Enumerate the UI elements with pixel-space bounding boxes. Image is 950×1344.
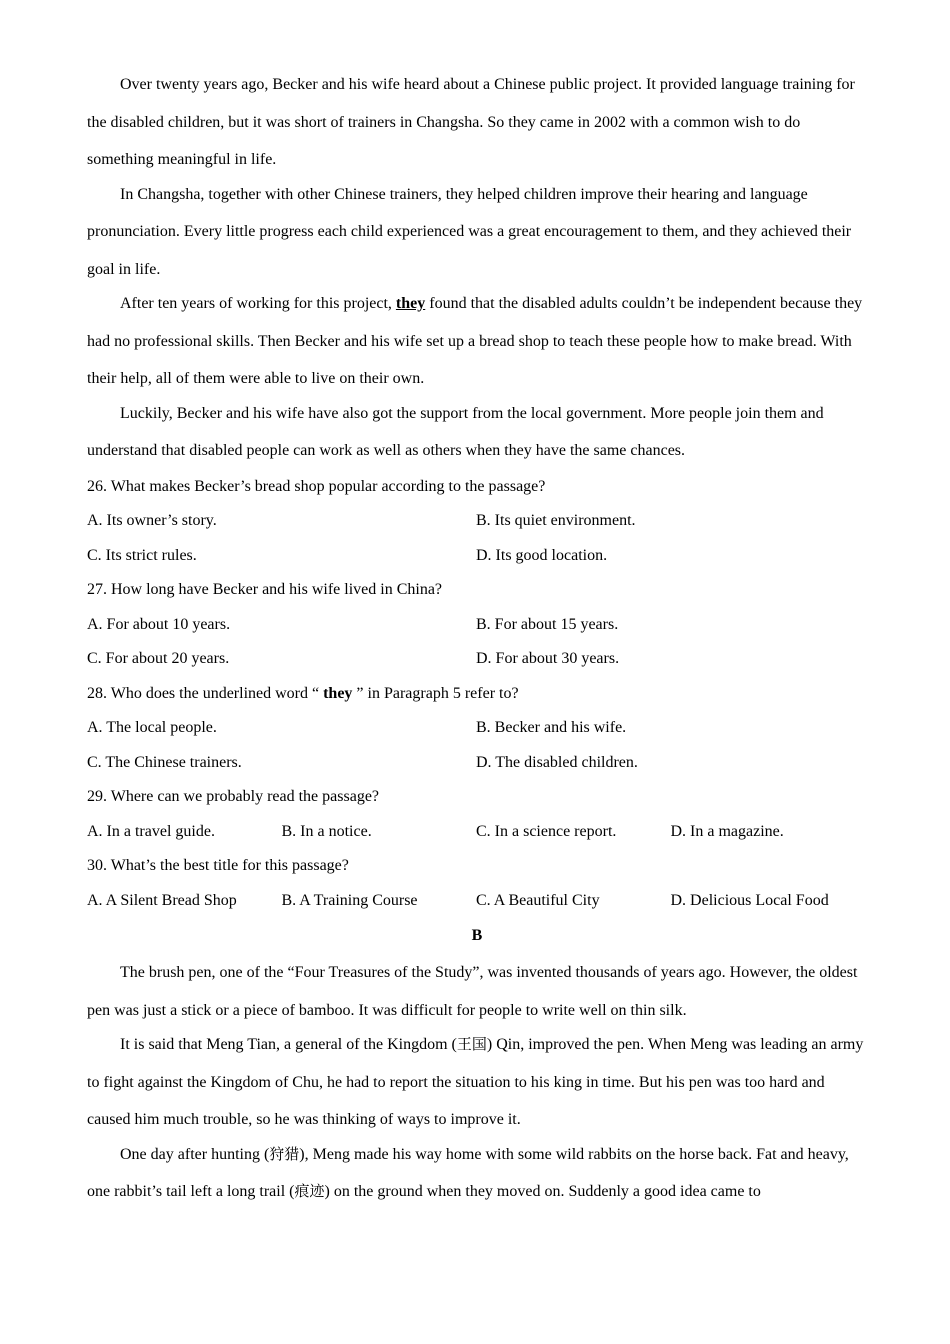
question-29-option-a: A. In a travel guide. <box>87 822 215 840</box>
question-30-option-c: C. A Beautiful City <box>476 891 600 909</box>
question-27-option-b: B. For about 15 years. <box>476 615 619 633</box>
question-29-option-c: C. In a science report. <box>476 822 617 840</box>
question-28-stem <box>87 677 867 712</box>
question-27-option-d: D. For about 30 years. <box>476 650 620 667</box>
question-29-options <box>87 815 867 850</box>
question-28-option-a: A. The local people. <box>87 719 217 736</box>
question-29-option-b: B. In a notice. <box>281 822 372 840</box>
question-30-options <box>87 884 867 919</box>
question-29-stem: 29. Where can we probably read the passage? <box>87 788 380 805</box>
passage-a-paragraph-4: Luckily, Becker and his wife have also got the support from the local government. More people join them and understand that disabled people can work as well as others when they have the same chances. <box>87 404 824 459</box>
paragraph-3-text-end: found that the disabled adults couldn’t be independent because they had no professional skills. Then Becker and his wife set up a bread shop to teach these people how to make bread. With their help, all of them were able to live on their own. <box>87 295 863 387</box>
question-28-option-b: B. Becker and his wife. <box>476 719 627 736</box>
question-30 <box>87 849 867 918</box>
question-30-stem: 30. What’s the best title for this passage? <box>87 857 349 874</box>
paragraph-3-text-start: After ten years of working for this project, <box>120 295 396 312</box>
question-28-option-c: C. The Chinese trainers. <box>87 753 242 771</box>
question-30-option-d: D. Delicious Local Food <box>670 891 829 909</box>
passage-b-p2-end: ) Qin, improved the pen. When Meng was leading an army to fight against the Kingdom of Chu, he had to report the situation to his king in time. But his pen was too hard and caused him much trouble, so he was thinking of ways to improve it. <box>87 1036 864 1128</box>
passage-b-p3-part-a: One day after hunting ( <box>120 1145 270 1163</box>
question-30-option-b: B. A Training Course <box>281 891 418 909</box>
underlined-word-they: they <box>395 295 426 312</box>
question-27-option-a: A. For about 10 years. <box>87 615 231 633</box>
passage-a-paragraph-1: Over twenty years ago, Becker and his wife heard about a Chinese public project. It provided language training for the disabled children, but it was short of trainers in Changsha. So they came in 2002 with a common wish to do something meaningful in life. <box>87 76 855 168</box>
question-26-option-c: C. Its strict rules. <box>87 546 197 564</box>
question-26-option-d: D. Its good location. <box>476 546 608 564</box>
chinese-gloss-kingdom: 王国 <box>456 1035 487 1053</box>
question-28-option-d: D. The disabled children. <box>476 753 638 771</box>
document-page <box>87 66 867 1211</box>
passage-b-paragraph-3 <box>87 1136 867 1211</box>
passage-b-p2-start: It is said that Meng Tian, a general of the Kingdom ( <box>120 1036 457 1053</box>
question-26-stem: 26. What makes Becker’s bread shop popular according to the passage? <box>87 477 546 495</box>
question-28 <box>87 677 867 781</box>
question-28-stem-start: 28. Who does the underlined word “ <box>87 684 324 702</box>
question-28-options-row-1 <box>87 711 867 746</box>
question-27-option-c: C. For about 20 years. <box>87 650 230 667</box>
passage-b-p3-part-b: ), Meng made his way home with some wild rabbits on the horse back. Fat and heavy, one rabbit’s tail left a long trail ( <box>87 1145 849 1200</box>
passage-a-paragraph-3 <box>87 285 867 398</box>
question-27-stem: 27. How long have Becker and his wife lived in China? <box>87 581 443 598</box>
question-26-options-row-2 <box>87 539 867 574</box>
question-29-option-d: D. In a magazine. <box>670 822 784 840</box>
question-28-options-row-2 <box>87 746 867 781</box>
section-heading-b: B <box>471 927 483 944</box>
passage-b-paragraph-1: The brush pen, one of the “Four Treasures of the Study”, was invented thousands of years ago. However, the oldest pen was just a stick or a piece of bamboo. It was difficult for people to write well on thin silk. <box>87 964 858 1019</box>
question-26 <box>87 470 867 574</box>
question-29 <box>87 780 867 849</box>
question-28-stem-end: ” in Paragraph 5 refer to? <box>352 684 519 702</box>
passage-b-paragraph-2 <box>87 1026 867 1139</box>
question-27-options-row-2 <box>87 642 867 677</box>
question-27-options-row-1 <box>87 608 867 643</box>
passage-a-paragraph-2: In Changsha, together with other Chinese trainers, they helped children improve their hearing and language pronunciation. Every little progress each child experienced was a great encouragement to them, and they achieved their goal in life. <box>87 185 852 278</box>
passage-b-p3-part-c: ) on the ground when they moved on. Suddenly a good idea came to <box>324 1183 761 1200</box>
question-30-option-a: A. A Silent Bread Shop <box>87 891 237 909</box>
question-26-option-b: B. Its quiet environment. <box>476 512 636 529</box>
question-26-option-a: A. Its owner’s story. <box>87 512 217 529</box>
chinese-gloss-trail: 痕迹 <box>294 1182 325 1200</box>
question-26-options-row-1 <box>87 504 867 539</box>
question-27 <box>87 573 867 677</box>
question-28-bold-word: they <box>323 684 353 702</box>
chinese-gloss-hunting: 狩猎 <box>269 1144 300 1163</box>
